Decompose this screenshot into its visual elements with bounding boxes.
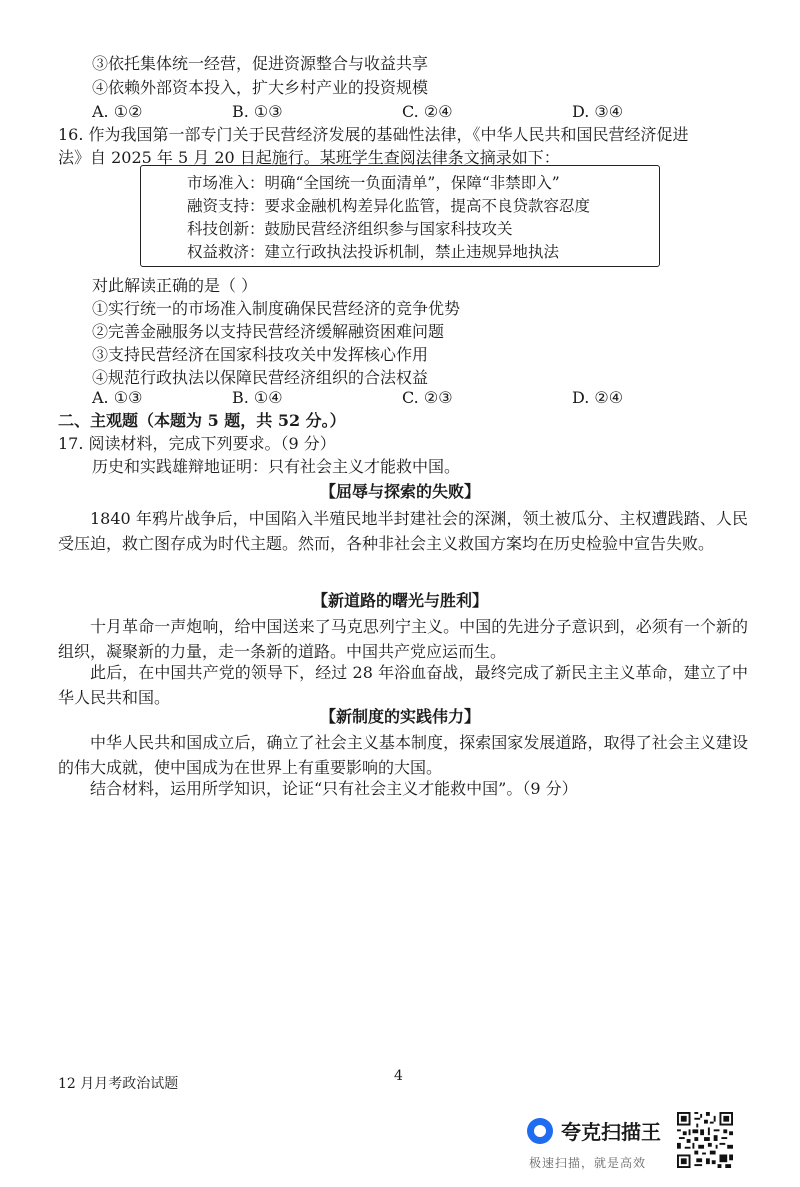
law-excerpt-item: 市场准入：明确“全国统一负面清单”，保障“非禁即入”	[187, 174, 560, 192]
q16-choice-d: D. ②④	[572, 388, 624, 407]
q16-question: 对此解读正确的是（ ）	[92, 276, 258, 295]
watermark-slogan: 极速扫描，就是高效	[529, 1156, 647, 1170]
q17-intro: 历史和实践雄辩地证明：只有社会主义才能救中国。	[92, 457, 461, 476]
law-excerpt-item: 融资支持：要求金融机构差异化监管，提高不良贷款容忍度	[187, 197, 591, 215]
q17-stem: 17. 阅读材料，完成下列要求。（9 分）	[58, 434, 336, 453]
q15-choice-b: B. ①③	[232, 102, 283, 121]
qr-code-icon	[677, 1112, 733, 1168]
material-heading-3: 【新制度的实践伟力】	[319, 707, 480, 726]
law-excerpt-box	[140, 165, 660, 267]
q16-option-3: ③支持民营经济在国家科技攻关中发挥核心作用	[92, 345, 429, 364]
q16-option-4: ④规范行政执法以保障民营经济组织的合法权益	[92, 368, 429, 387]
q16-option-2: ②完善金融服务以支持民营经济缓解融资困难问题	[92, 322, 445, 341]
watermark-brand: 夸克扫描王	[561, 1120, 661, 1144]
q15-choice-d: D. ③④	[572, 102, 624, 121]
q16-stem-line-1: 16. 作为我国第一部专门关于民营经济发展的基础性法律，《中华人民共和国民营经济促进	[58, 125, 689, 144]
law-excerpt-item: 科技创新：鼓励民营经济组织参与国家科技攻关	[187, 220, 513, 238]
material-heading-2: 【新道路的曙光与胜利】	[311, 591, 488, 610]
q15-option-3: ③依托集体统一经营，促进资源整合与收益共享	[92, 54, 429, 73]
q17-task: 结合材料，运用所学知识，论证“只有社会主义才能救中国”。（9 分）	[90, 779, 578, 798]
material-paragraph-1: 1840 年鸦片战争后，中国陷入半殖民地半封建社会的深渊，领土被瓜分、主权遭践踏、人民受压迫，救亡图存成为时代主题。然而，各种非社会主义救国方案均在历史检验中宣告失败。	[58, 509, 748, 553]
material-paragraph-3: 此后，在中国共产党的领导下，经过 28 年浴血奋战，最终完成了新民主主义革命，建立了中华人民共和国。	[58, 663, 748, 707]
quark-logo-icon	[527, 1118, 553, 1144]
q15-option-4: ④依赖外部资本投入，扩大乡村产业的投资规模	[92, 78, 429, 97]
material-paragraph-2: 十月革命一声炮响，给中国送来了马克思列宁主义。中国的先进分子意识到，必须有一个新的组织，凝聚新的力量，走一条新的道路。中国共产党应运而生。	[58, 617, 748, 661]
material-paragraph-4: 中华人民共和国成立后，确立了社会主义基本制度，探索国家发展道路，取得了社会主义建设的伟大成就，使中国成为在世界上有重要影响的大国。	[58, 733, 748, 777]
q16-choice-b: B. ①④	[232, 388, 283, 407]
q15-choice-c: C. ②④	[402, 102, 453, 121]
section-2-heading: 二、主观题（本题为 5 题，共 52 分。）	[58, 411, 346, 430]
q16-choice-a: A. ①③	[92, 388, 143, 407]
q16-stem-line-2: 法》自 2025 年 5 月 20 日起施行。某班学生查阅法律条文摘录如下：	[58, 148, 560, 167]
material-heading-1: 【屈辱与探索的失败】	[319, 482, 480, 501]
q16-choice-c: C. ②③	[402, 388, 453, 407]
law-excerpt-item: 权益救济：建立行政执法投诉机制，禁止违规异地执法	[187, 243, 560, 261]
scanner-watermark	[527, 1112, 787, 1182]
q16-option-1: ①实行统一的市场准入制度确保民营经济的竞争优势	[92, 299, 461, 318]
page-number: 4	[394, 1068, 403, 1084]
q15-choice-a: A. ①②	[92, 102, 143, 121]
footer-exam-name: 12 月月考政治试题	[58, 1076, 179, 1092]
